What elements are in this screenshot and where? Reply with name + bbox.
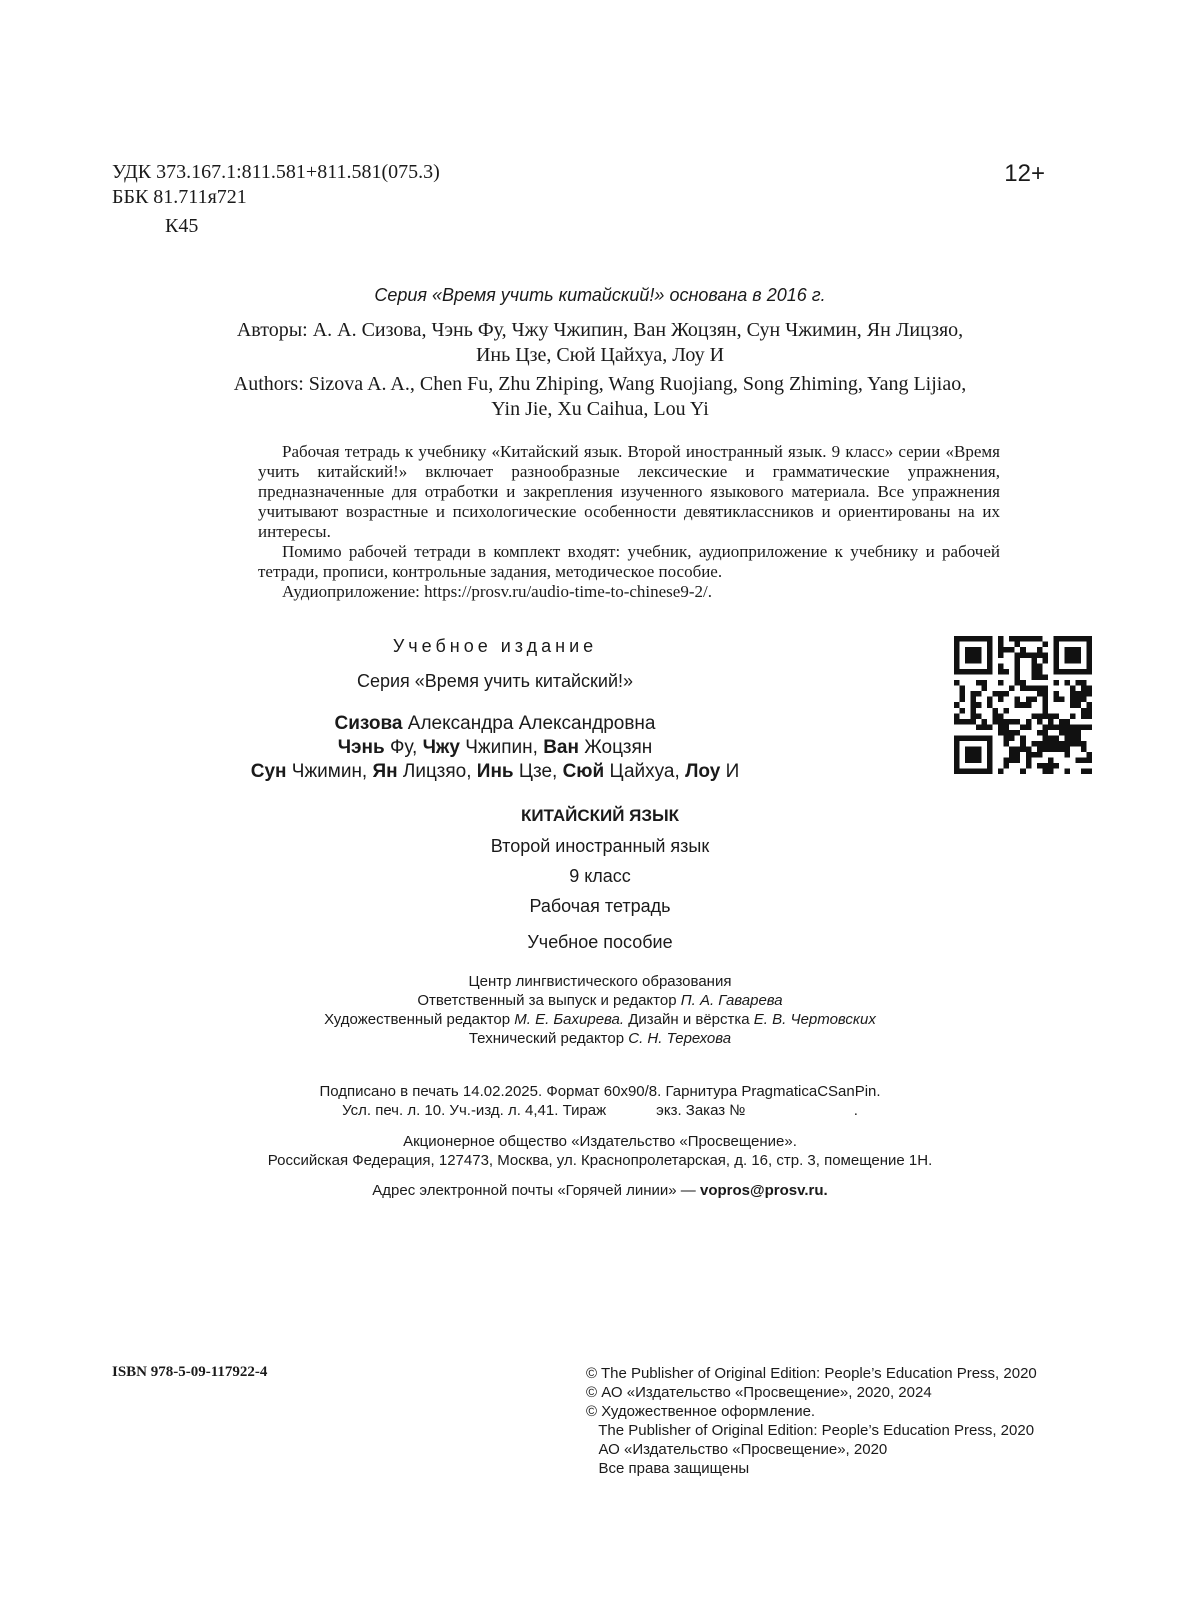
given-name: Чжипин,: [459, 737, 544, 758]
abstract-paragraph: Рабочая тетрадь к учебнику «Китайский язык. Второй иностранный язык. 9 класс» серии «Время учить китайский!» включает разнообразные лексические и грамматические упражнения, предназначенные для отработки и закрепления изученного языкового материала. Все упражнения учитывают возрастные и психологические особенности девятиклассников и ориентированы на их интересы.: [258, 442, 1000, 541]
publisher-address: Российская Федерация, 127473, Москва, ул. Краснопролетарская, д. 16, стр. 3, помещение 1Н.: [267, 1152, 933, 1169]
series-name: Серия «Время учить китайский!»: [356, 671, 634, 691]
role-label: Художественный редактор: [324, 1011, 515, 1028]
print-info: [0, 1082, 1200, 1120]
copyright-line: Все права защищены: [586, 1460, 750, 1477]
abstract-audio-link: Аудиоприложение: https://prosv.ru/audio-time-to-chinese9-2/.: [282, 582, 712, 601]
print-info-line: Усл. печ. л. 10. Уч.-изд. л. 4,41. Тираж экз. Заказ № .: [342, 1102, 858, 1119]
age-rating: 12+: [1004, 160, 1045, 187]
surname: Чжу: [422, 737, 460, 758]
department: Центр лингвистического образования: [468, 973, 732, 990]
author-names-line: [0, 712, 990, 736]
given-name: Цайхуа,: [604, 761, 686, 782]
authors-en-line: Yin Jie, Xu Caihua, Lou Yi: [491, 398, 709, 420]
book-subtitle: Второй иностранный язык: [490, 836, 710, 856]
surname: Ян: [372, 761, 398, 782]
authors-ru-line: Авторы: А. А. Сизова, Чэнь Фу, Чжу Чжипин, Ван Жоцзян, Сун Чжимин, Ян Лицзяо,: [236, 319, 964, 341]
person-name: П. А. Гаварева: [680, 992, 783, 1009]
given-name: И: [720, 761, 740, 782]
copyright-block: [586, 1364, 1037, 1478]
art-and-design: [0, 1010, 1200, 1029]
surname: Ван: [543, 737, 579, 758]
qr-code: [954, 636, 1092, 774]
email-address: vopros@prosv.ru.: [699, 1182, 828, 1199]
publisher-info: [0, 1132, 1200, 1170]
authors-russian: [0, 318, 1200, 368]
given-name: Чжимин,: [286, 761, 373, 782]
given-name: Цзе,: [513, 761, 563, 782]
surname: Лоу: [685, 761, 721, 782]
technical-editor: [0, 1029, 1200, 1048]
copyright-line: © The Publisher of Original Edition: People’s Education Press, 2020: [586, 1365, 1037, 1382]
copyright-line: АО «Издательство «Просвещение», 2020: [586, 1441, 888, 1458]
author-names-line: [0, 760, 990, 784]
given-name: Лицзяо,: [397, 761, 477, 782]
surname: Инь: [476, 761, 514, 782]
given-name: Жоцзян: [578, 737, 653, 758]
copyright-line: © Художественное оформление.: [586, 1403, 816, 1420]
authors-english: [0, 372, 1200, 422]
book-title: КИТАЙСКИЙ ЯЗЫК: [520, 806, 680, 825]
print-info-line: Подписано в печать 14.02.2025. Формат 60x90/8. Гарнитура PragmaticaCSanPin.: [319, 1083, 881, 1100]
role-label: Ответственный за выпуск и редактор: [417, 992, 681, 1009]
responsible-editor: [0, 991, 1200, 1010]
authors-ru-line: Инь Цзе, Сюй Цайхуа, Лоу И: [475, 344, 725, 366]
person-name: М. Е. Бахирева.: [514, 1011, 625, 1028]
credits: [0, 972, 1200, 1048]
surname: Сюй: [562, 761, 605, 782]
edition-type: Учебное издание: [392, 636, 598, 656]
person-name: Е. В. Чертовских: [753, 1011, 876, 1028]
given-name: Фу,: [384, 737, 423, 758]
book-genre: Учебное пособие: [527, 932, 673, 952]
abstract-paragraph: Помимо рабочей тетради в комплект входят: учебник, аудиоприложение к учебнику и рабочей тетради, прописи, контрольные задания, методическое пособие.: [258, 542, 1000, 581]
surname: Сун: [250, 761, 287, 782]
surname: Чэнь: [337, 737, 385, 758]
hotline-email: [0, 1182, 1200, 1199]
publisher-name: Акционерное общество «Издательство «Просвещение».: [403, 1133, 797, 1150]
authors-en-line: Authors: Sizova A. A., Chen Fu, Zhu Zhiping, Wang Ruojiang, Song Zhiming, Yang Lijiao,: [233, 373, 967, 395]
given-name: Александра Александровна: [402, 713, 656, 734]
udk-code: УДК 373.167.1:811.581+811.581(075.3): [112, 161, 440, 183]
author-mark: К45: [165, 215, 199, 237]
author-names-line: [0, 736, 990, 760]
bbk-code: ББК 81.711я721: [112, 186, 247, 208]
role-label: Технический редактор: [468, 1030, 629, 1047]
email-label: Адрес электронной почты «Горячей линии» —: [372, 1182, 700, 1199]
role-label: Дизайн и вёрстка: [624, 1011, 754, 1028]
book-grade: 9 класс: [569, 866, 631, 886]
udk-bbk-block: [112, 160, 440, 210]
person-name: С. Н. Терехова: [628, 1030, 732, 1047]
series-founded-note: Серия «Время учить китайский!» основана в 2016 г.: [374, 285, 826, 305]
isbn: ISBN 978-5-09-117922-4: [112, 1364, 268, 1380]
copyright-line: © АО «Издательство «Просвещение», 2020, 2024: [586, 1384, 932, 1401]
copyright-line: The Publisher of Original Edition: People’s Education Press, 2020: [586, 1422, 1035, 1439]
surname: Сизова: [334, 713, 403, 734]
book-type: Рабочая тетрадь: [529, 896, 671, 916]
abstract: [258, 442, 1000, 602]
